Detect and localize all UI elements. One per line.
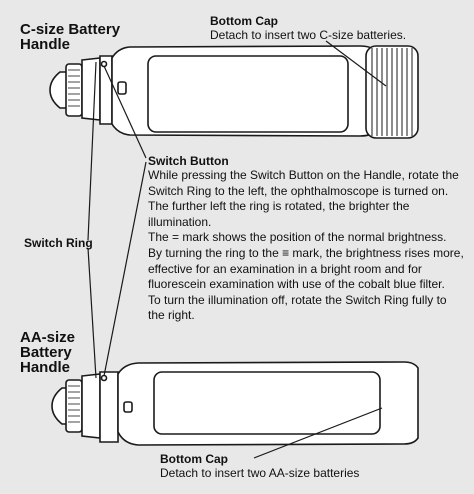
- switch-button-paragraph: By turning the ring to the ≡ mark, the brightness rises more, effective for an examination in a bright room and for fluorescein examination with use of the cobalt blue filter.: [148, 245, 464, 292]
- aa-size-handle-title: [20, 330, 75, 375]
- aa-switch-button: [102, 376, 107, 381]
- switch-button-paragraph: To turn the illumination off, rotate the Switch Ring fully to the right.: [148, 292, 447, 323]
- c-size-title-line1: C-size Battery: [20, 21, 121, 38]
- bottom-bottom-cap-callout: [160, 452, 359, 482]
- switch-button-description: [148, 168, 466, 324]
- c-size-handle-drawing: [50, 46, 418, 138]
- aa-size-title-line2: Battery: [20, 344, 72, 361]
- aa-size-handle-drawing: [52, 362, 418, 445]
- switch-button-leader-bottom: [104, 162, 146, 376]
- top-bottom-cap-desc: Detach to insert two C-size batteries.: [210, 28, 407, 42]
- c-size-title-line2: Handle: [20, 36, 71, 53]
- bottom-bottom-cap-title: Bottom Cap: [160, 452, 228, 466]
- aa-size-title-line3: Handle: [20, 359, 71, 376]
- switch-button-callout: [148, 154, 466, 324]
- top-bottom-cap-title: Bottom Cap: [210, 14, 278, 28]
- c-switch-button: [102, 62, 107, 67]
- aa-size-title-line1: AA-size: [20, 329, 76, 346]
- bottom-bottom-cap-desc: Detach to insert two AA-size batteries: [160, 466, 360, 480]
- top-bottom-cap-callout: [210, 14, 406, 44]
- switch-ring-leader-bottom: [88, 248, 96, 378]
- switch-ring-label: Switch Ring: [24, 236, 93, 250]
- switch-button-title: Switch Button: [148, 154, 229, 168]
- c-size-handle-title: [20, 22, 120, 52]
- switch-button-paragraph: The = mark shows the position of the normal brightness.: [148, 230, 447, 245]
- switch-button-paragraph: While pressing the Switch Button on the Handle, rotate the Switch Ring to the left, the ophthalmoscope is turned on. The further left the ring is rotated, the brighter the illumination.: [148, 168, 459, 229]
